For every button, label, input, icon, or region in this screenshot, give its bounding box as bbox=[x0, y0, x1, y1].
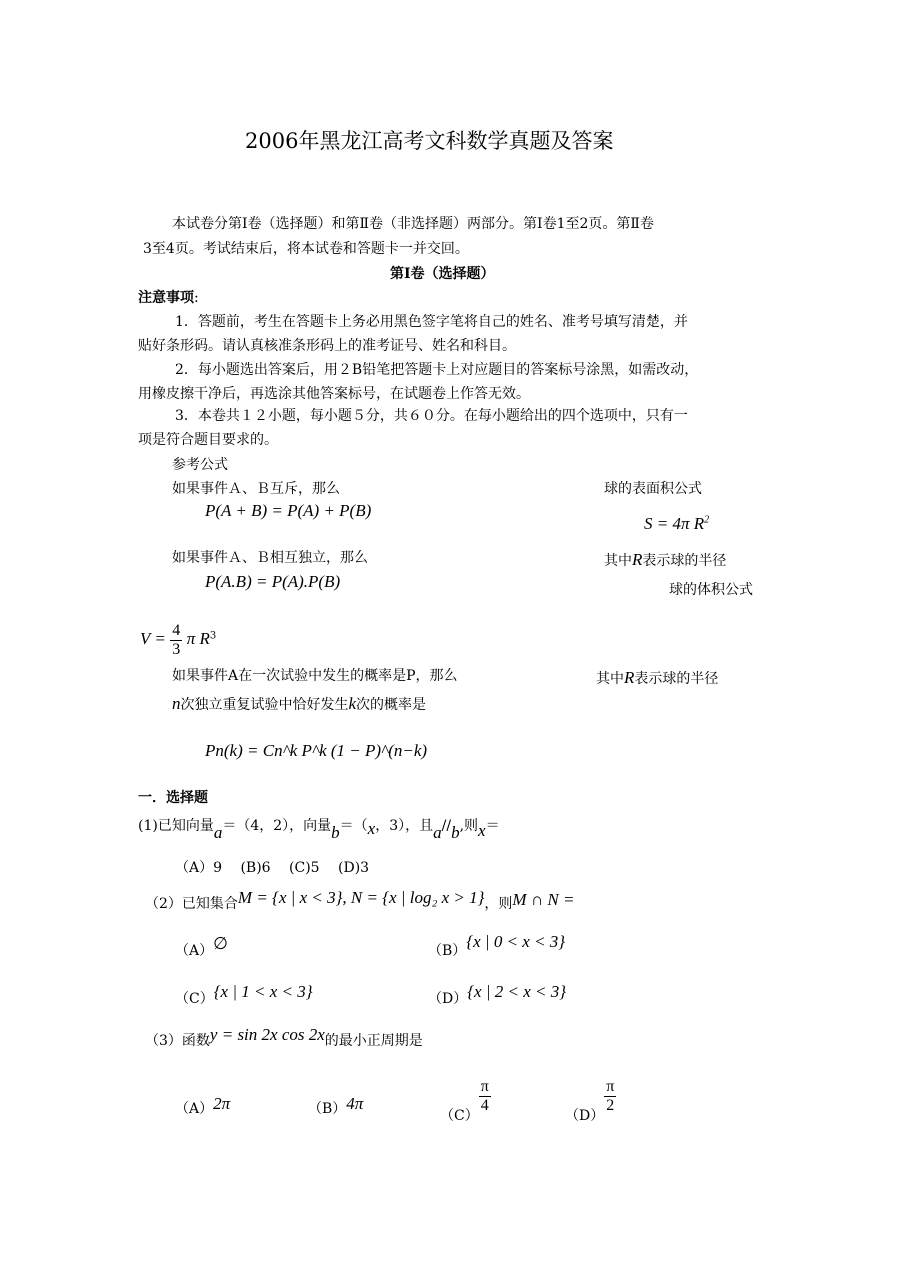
question-3-option-b: （B）4π bbox=[308, 1094, 364, 1117]
question-2: （2）已知集合M = {x | x < 3}, N = {x | log₂ x > 1}，则M ∩ N = bbox=[145, 888, 575, 912]
question-3-option-d: （D） $\frac{\pi}{2}$ bbox=[565, 1078, 615, 1125]
radius-note-2: 其中R表示球的半径 bbox=[596, 668, 719, 687]
question-3-option-c: （C） $\frac{\pi}{4}$ bbox=[440, 1078, 489, 1125]
question-2-option-c: （C）{x | 1 < x < 3} bbox=[175, 982, 313, 1007]
radius-note: 其中R表示球的半径 bbox=[604, 550, 727, 569]
mutex-text: 如果事件Ａ、Ｂ互斥，那么 bbox=[172, 481, 340, 497]
notice-item-3-line-2: 项是符合题目要求的。 bbox=[138, 432, 278, 448]
section1-heading: 一．选择题 bbox=[138, 790, 208, 806]
question-2-option-d: （D）{x | 2 < x < 3} bbox=[428, 982, 567, 1007]
intro-line-2: 3至4页。考试结束后，将本试卷和答题卡一并交回。 bbox=[143, 241, 469, 257]
independent-text: 如果事件Ａ、Ｂ相互独立，那么 bbox=[172, 550, 368, 566]
repeat-trial-text: n次独立重复试验中恰好发生k次的概率是 bbox=[172, 694, 427, 713]
notice-item-1-line-2: 贴好条形码。请认真核准条形码上的准考证号、姓名和科目。 bbox=[138, 338, 516, 354]
notice-heading: 注意事项: bbox=[138, 290, 199, 306]
probability-text: 如果事件A在一次试验中发生的概率是P，那么 bbox=[172, 668, 458, 684]
part1-heading: 第Ⅰ卷（选择题） bbox=[390, 266, 495, 282]
sphere-volume-label: 球的体积公式 bbox=[669, 582, 753, 598]
question-1: (1)已知向量a＝（4，2），向量b＝（x，3），且a//b,则x＝ bbox=[138, 818, 500, 842]
formulas-heading: 参考公式 bbox=[172, 457, 228, 473]
sphere-volume-formula: V = $\frac{4}{3}$ π $R^3$ bbox=[140, 622, 217, 658]
page-title: 2006年黑龙江高考文科数学真题及答案 bbox=[245, 129, 614, 153]
mutex-formula: P(A + B) = P(A) + P(B) bbox=[205, 501, 372, 520]
question-3: （3）函数y = sin 2x cos 2x的最小正周期是 bbox=[145, 1025, 423, 1049]
question-3-option-a: （A）2π bbox=[175, 1094, 231, 1117]
sphere-area-label: 球的表面积公式 bbox=[604, 481, 702, 497]
question-2-option-b: （B）{x | 0 < x < 3} bbox=[428, 932, 566, 959]
intro-line-1: 本试卷分第Ⅰ卷（选择题）和第Ⅱ卷（非选择题）两部分。第Ⅰ卷1至2页。第Ⅱ卷 bbox=[172, 216, 654, 232]
notice-item-3-line-1: 3．本卷共１２小题，每小题５分，共６０分。在每小题给出的四个选项中，只有一 bbox=[175, 408, 688, 424]
sphere-area-formula: S = 4π $R^2$ bbox=[644, 514, 710, 533]
question-1-options: （A）9 (B)6 (C)5 (D)3 bbox=[175, 860, 370, 876]
notice-item-2-line-2: 用橡皮擦干净后，再选涂其他答案标号，在试题卷上作答无效。 bbox=[138, 386, 530, 402]
notice-item-1-line-1: 1．答题前，考生在答题卡上务必用黑色签字笔将自己的姓名、准考号填写清楚，并 bbox=[175, 314, 688, 330]
independent-formula: P(A.B) = P(A).P(B) bbox=[205, 572, 341, 591]
notice-item-2-line-1: 2．每小题选出答案后，用２B铅笔把答题卡上对应题目的答案标号涂黑，如需改动， bbox=[175, 362, 699, 378]
question-2-option-a: （A）∅ bbox=[175, 934, 228, 959]
binomial-formula: Pn(k) = Cn^k P^k (1 − P)^(n−k) bbox=[205, 741, 428, 760]
